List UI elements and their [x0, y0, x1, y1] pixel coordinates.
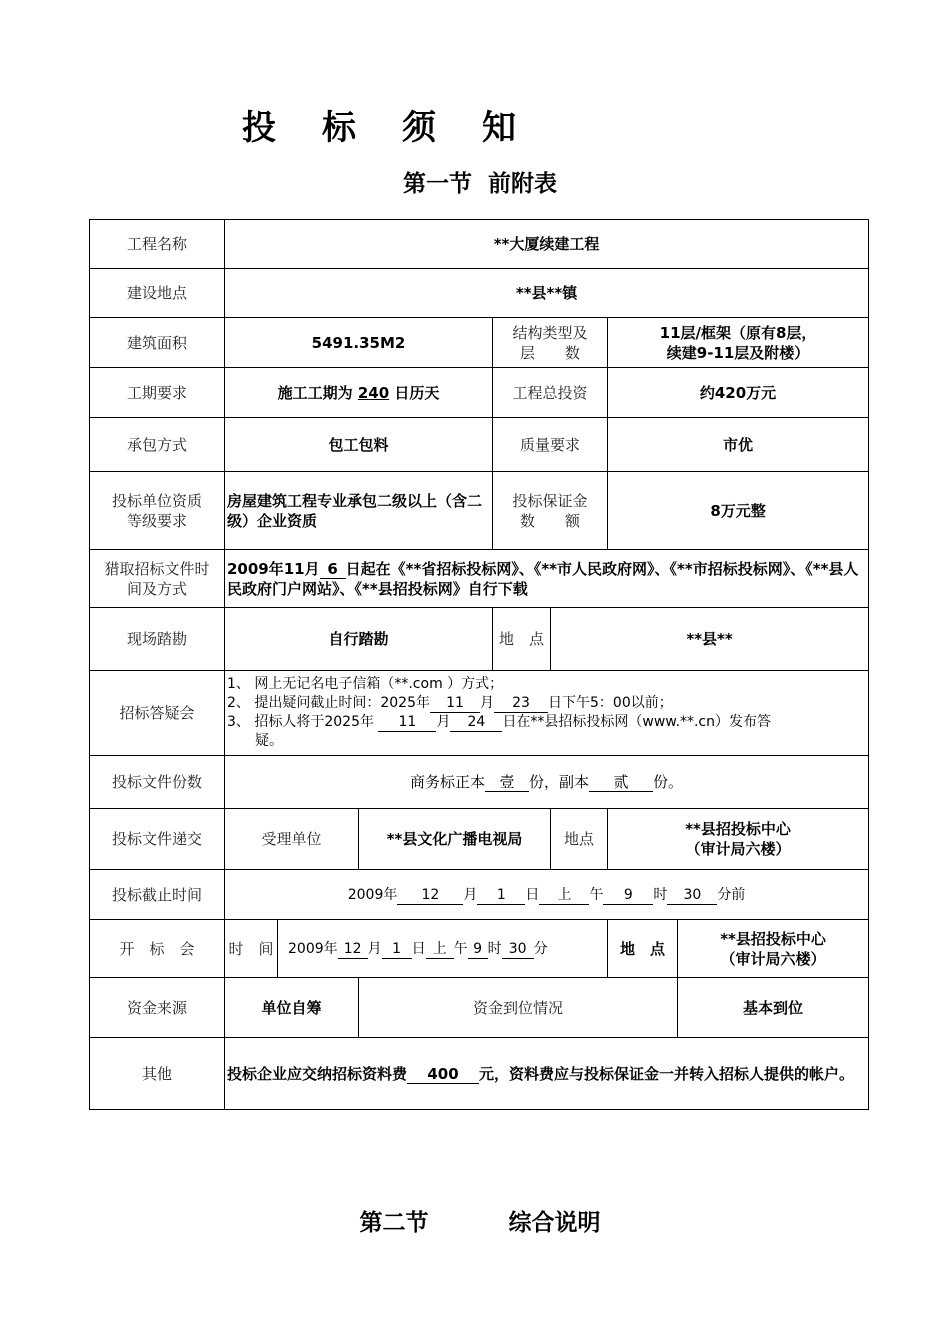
table-row: [90, 870, 869, 920]
label-copies: 投标文件份数: [90, 756, 225, 809]
opening-ampm-unit: 午: [453, 940, 468, 957]
opening-hour-unit: 时: [487, 940, 502, 957]
label-guarantee: [493, 472, 608, 550]
label-area: 建筑面积: [90, 318, 225, 368]
value-guarantee: 8万元整: [608, 472, 869, 550]
qa-line2-post: 日下午5：00以前；: [548, 695, 673, 711]
table-row: [90, 418, 869, 472]
period-prefix: 施工工期为: [277, 383, 358, 402]
label-qualification-line2: 等级要求: [126, 511, 187, 530]
deadline-month: 12: [397, 887, 463, 905]
obtain-prefix: 2009年11月: [227, 559, 320, 578]
other-post: 元，资料费应与投标保证金一并转入招标人提供的帐户。: [479, 1064, 855, 1083]
opening-month-unit: 月: [367, 940, 382, 957]
label-funding-status: 资金到位情况: [359, 978, 678, 1038]
qa-line3-post: 日在**县招标投标网（www.**.cn）发布答: [502, 714, 771, 730]
title-char: 知: [482, 108, 518, 148]
qa-line2-day: 23: [494, 695, 548, 713]
value-funding: 单位自筹: [225, 978, 359, 1038]
table-row: [90, 920, 869, 978]
label-site-visit: 现场踏勘: [90, 608, 225, 671]
table-row: [90, 318, 869, 368]
label-structure-line1: 结构类型及: [512, 323, 588, 342]
opening-year: 2009年: [288, 940, 338, 957]
value-site-visit: 自行踏勘: [225, 608, 493, 671]
title-char: 须: [402, 108, 438, 148]
qa-line3-day: 24: [450, 714, 502, 732]
deadline-minute-unit: 分前: [717, 886, 746, 903]
label-receiver: 受理单位: [225, 809, 359, 870]
table-row: [90, 220, 869, 269]
label-obtain-line2: 间及方式: [126, 579, 187, 598]
value-contract: 包工包料: [225, 418, 493, 472]
qa-line3-pre: 3、 招标人将于2025年: [227, 714, 379, 730]
label-investment: 工程总投资: [493, 368, 608, 418]
label-submit: 投标文件递交: [90, 809, 225, 870]
label-structure-line2: 层 数: [519, 343, 580, 362]
qa-line2-mid: 月: [480, 695, 494, 711]
label-period: 工期要求: [90, 368, 225, 418]
opening-place-line2: （审计局六楼）: [720, 949, 826, 968]
value-quality: 市优: [608, 418, 869, 472]
value-investment: 约420万元: [608, 368, 869, 418]
copies-duplicate: 贰: [589, 774, 653, 792]
opening-hour: 9: [468, 941, 488, 959]
label-project-name: 工程名称: [90, 220, 225, 269]
opening-month: 12: [338, 941, 368, 959]
label-contract: 承包方式: [90, 418, 225, 472]
table-row: [90, 978, 869, 1038]
deadline-day: 1: [477, 887, 525, 905]
qa-line2: [227, 694, 866, 713]
table-row: [90, 608, 869, 671]
deadline-hour: 9: [603, 887, 653, 905]
qa-line2-pre: 2、 提出疑问截止时间：2025年: [227, 695, 430, 711]
label-submit-place: 地点: [551, 809, 608, 870]
document-title: [0, 100, 760, 149]
label-opening-time: 时 间: [225, 920, 278, 978]
opening-minute-unit: 分: [533, 940, 548, 957]
table-row: [90, 671, 869, 756]
title-char: 投: [242, 108, 278, 148]
table-row: [90, 809, 869, 870]
value-project-name: **大厦续建工程: [225, 220, 869, 269]
copies-pre: 商务标正本: [410, 773, 486, 791]
other-fee: 400: [407, 1066, 479, 1084]
table-row: [90, 756, 869, 809]
label-qualification: [90, 472, 225, 550]
qa-line4: 疑。: [255, 733, 283, 749]
opening-day-unit: 日: [411, 940, 426, 957]
qa-line3-mid: 月: [436, 714, 451, 730]
value-opening-time: [278, 920, 608, 978]
period-days: 240: [357, 383, 390, 402]
value-receiver: **县文化广播电视局: [359, 809, 551, 870]
value-area: 5491.35M2: [225, 318, 493, 368]
value-site-place: **县**: [551, 608, 869, 671]
deadline-hour-unit: 时: [653, 886, 668, 903]
table-row: [90, 550, 869, 608]
value-copies: [225, 756, 869, 809]
period-suffix: 日历天: [389, 383, 440, 402]
value-qa: [225, 671, 869, 756]
value-deadline: [225, 870, 869, 920]
opening-day: 1: [382, 941, 412, 959]
value-structure-line1: 11层/框架（原有8层，: [659, 323, 817, 342]
value-submit-place: [608, 809, 869, 870]
copies-mid: 份，副本: [529, 773, 590, 791]
value-qualification: 房屋建筑工程专业承包二级以上（含二级）企业资质: [225, 472, 493, 550]
table-row: [90, 472, 869, 550]
copies-original: 壹: [485, 774, 529, 792]
label-guarantee-line1: 投标保证金: [512, 491, 588, 510]
title-char: 标: [322, 108, 358, 148]
label-qa: 招标答疑会: [90, 671, 225, 756]
value-funding-status: 基本到位: [678, 978, 869, 1038]
value-opening-place: [678, 920, 869, 978]
submit-place-line1: **县招投标中心: [685, 820, 791, 838]
deadline-minute: 30: [667, 887, 717, 905]
deadline-day-unit: 日: [525, 886, 540, 903]
label-structure: [493, 318, 608, 368]
section-heading-2: 第二节 综合说明: [359, 1210, 601, 1236]
value-structure: [608, 318, 869, 368]
other-pre: 投标企业应交纳招标资料费: [227, 1064, 408, 1083]
label-quality: 质量要求: [493, 418, 608, 472]
table-row: [90, 368, 869, 418]
label-deadline: 投标截止时间: [90, 870, 225, 920]
deadline-ampm-unit: 午: [589, 886, 604, 903]
label-opening: 开 标 会: [90, 920, 225, 978]
label-other: 其他: [90, 1038, 225, 1110]
qa-line1: 1、 网上无记名电子信箱（**.com ）方式；: [227, 676, 504, 692]
label-opening-place: 地 点: [608, 920, 678, 978]
label-guarantee-line2: 数 额: [519, 511, 580, 530]
label-location: 建设地点: [90, 269, 225, 318]
label-qualification-line1: 投标单位资质: [111, 491, 202, 510]
value-other: [225, 1038, 869, 1110]
value-location: **县**镇: [225, 269, 869, 318]
opening-ampm: 上: [426, 941, 454, 959]
obtain-day: 6: [320, 561, 346, 579]
section-heading-1: 第一节 前附表: [402, 171, 557, 197]
copies-post: 份。: [653, 773, 684, 791]
opening-minute: 30: [502, 941, 534, 959]
opening-place-line1: **县招投标中心: [720, 929, 826, 948]
value-obtain: [225, 550, 869, 608]
appendix-table: [89, 219, 869, 1110]
label-obtain-line1: 猎取招标文件时: [104, 559, 210, 578]
table-row: [90, 1038, 869, 1110]
label-funding: 资金来源: [90, 978, 225, 1038]
qa-line3: [227, 713, 866, 732]
value-period: [225, 368, 493, 418]
submit-place-line2: （审计局六楼）: [685, 840, 791, 858]
value-structure-line2: 续建9-11层及附楼）: [666, 343, 810, 362]
qa-line3-month: 11: [378, 714, 436, 732]
obtain-suffix: 日起在《**省招标投标网》、《**市人民政府网》、《**市招标投标网》、《**县人民政府门户网站》、《**县招投标网》自行下载: [227, 559, 859, 598]
label-site-place: 地 点: [493, 608, 551, 671]
deadline-ampm: 上: [539, 887, 589, 905]
deadline-month-unit: 月: [463, 886, 478, 903]
qa-line2-month: 11: [430, 695, 480, 713]
label-obtain: [90, 550, 225, 608]
table-row: [90, 269, 869, 318]
deadline-year: 2009年: [347, 886, 398, 903]
